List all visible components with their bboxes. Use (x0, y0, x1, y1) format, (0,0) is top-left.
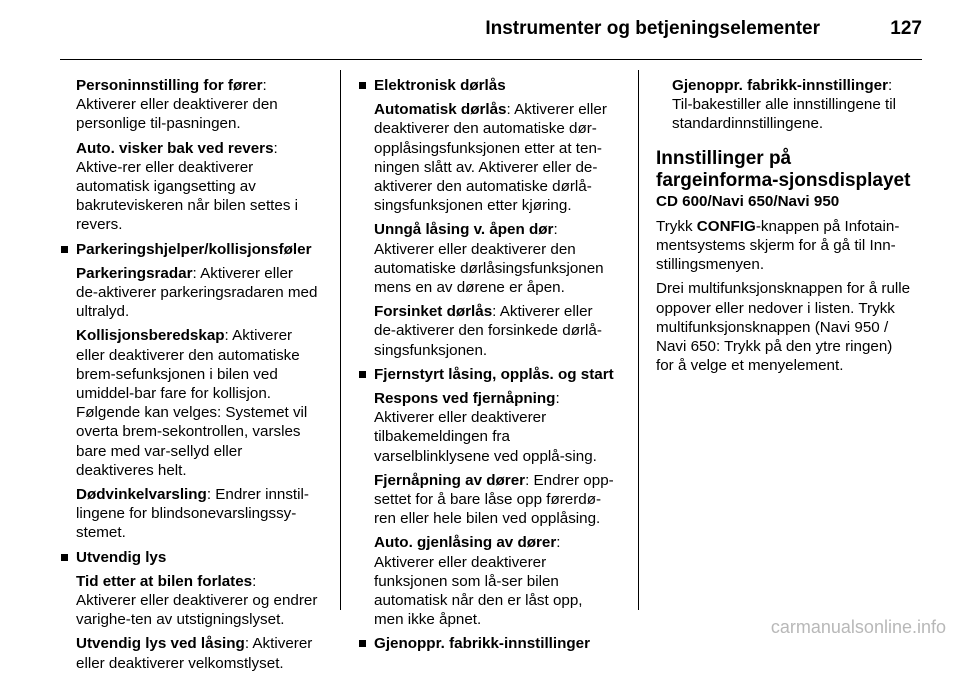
term: Gjenoppr. fabrikk-innstillinger (672, 77, 889, 94)
setting-welcome-lighting (60, 634, 318, 672)
setting-rear-wiper-reverse (60, 139, 318, 235)
paragraph-multifunction-knob: Drei multifunksjonsknappen for å rulle oppover eller nedover i listen. Trykk multifunksjonsknappen (Navi 950 / Navi 650: Trykk på den ytre ringen) for å velge et menyelement. (656, 280, 911, 375)
section-title: Gjenoppr. fabrikk-innstillinger (374, 635, 591, 653)
setting-prevent-lock-open-door (358, 220, 616, 297)
subsection-heading: CD 600/Navi 650/Navi 950 (656, 192, 840, 210)
description: : Endrer innstil-lingene for blindsonevarslingssy-stemet. (76, 486, 309, 542)
term: Personinnstilling for fører (76, 77, 263, 94)
description: : Aktive-rer eller deaktiverer automatisk igangsetting av bakruteviskeren når bilen settes i revers. (76, 139, 299, 234)
term: Forsinket dørlås (374, 303, 493, 321)
column-divider-1 (340, 70, 341, 610)
term: Unngå låsing v. åpen dør (374, 221, 554, 239)
bullet-square-icon (61, 246, 68, 253)
text: -knappen på Infotain-mentsystems skjerm for å gå til Inn-stillingsmenyen. (656, 217, 900, 274)
section-parking-assist (60, 240, 318, 259)
setting-delayed-door-lock (358, 302, 616, 360)
setting-exit-lighting (60, 572, 318, 630)
column-1 (60, 76, 318, 678)
column-3 (656, 76, 914, 380)
description: : Aktiverer eller de-aktiverer den forsinkede dørlå-singsfunksjonen. (374, 303, 602, 359)
column-divider-2 (638, 70, 639, 610)
watermark: carmanualsonline.info (770, 617, 946, 637)
term: Parkeringsradar (76, 264, 193, 282)
description: : Aktiverer eller de-aktiverer parkeringsradaren med ultralyd. (76, 264, 318, 321)
description: : Aktiverer eller deaktiverer velkomstlyset. (76, 635, 313, 672)
setting-auto-door-lock (358, 100, 616, 215)
description: : Aktiverer eller deaktiverer den automatiske dør-opplåsingsfunksjonen etter at ten-ningen slått av. Aktiverer eller de-aktiverer den automatiske dørlå-singsfunksjonen etter kjøring. (374, 101, 607, 215)
description: : Aktiverer eller deaktiverer og endrer varighe-ten av utstigningslyset. (76, 572, 318, 629)
section-exterior-lights (60, 548, 318, 567)
page-number: 127 (890, 18, 922, 39)
section-title: Parkeringshjelper/kollisjonsføler (76, 240, 312, 258)
setting-factory-reset (656, 76, 914, 134)
section-title: Fjernstyrt låsing, opplås. og start (374, 365, 614, 383)
description: : Aktiverer eller deaktiverer den automatiske brem-sefunksjonen i bilen ved umiddel-bar fare for kollisjon. Følgende kan velges: Systemet vil overta brem-sekontrollen, varsles bare med var-sellyd eller deaktiveres helt. (76, 327, 308, 479)
term: Automatisk dørlås (374, 101, 507, 119)
setting-blind-spot (60, 485, 318, 543)
setting-parking-radar (60, 264, 318, 322)
page-header (0, 0, 960, 60)
description: : Endrer opp-settet for å bare låse opp førerdø-ren eller hele bilen ved opplåsing. (374, 471, 614, 528)
term: Kollisjonsberedskap (76, 327, 225, 345)
description: : Aktiverer eller deaktiverer den personlige til-pasningen. (76, 77, 278, 133)
setting-remote-door-unlock (358, 471, 616, 529)
term: Fjernåpning av dører (374, 471, 526, 489)
term: Dødvinkelvarsling (76, 486, 207, 504)
setting-auto-relock (358, 533, 616, 629)
bullet-square-icon (359, 371, 366, 378)
page-title: Instrumenter og betjeningselementer (485, 18, 820, 39)
header-divider (60, 59, 922, 60)
text: Trykk (656, 217, 697, 235)
column-2 (358, 76, 616, 659)
description: : Aktiverer eller deaktiverer funksjonen som lå-ser bilen automatisk når den er låst opp, men ikke åpnet. (374, 534, 583, 629)
term: Auto. visker bak ved revers (76, 139, 274, 157)
section-remote-locking (358, 365, 616, 384)
bullet-square-icon (61, 554, 68, 561)
section-factory-reset (358, 634, 616, 653)
description: : Til-bakestiller alle innstillingene til standardinnstillingene. (672, 77, 896, 133)
bullet-square-icon (359, 82, 366, 89)
paragraph-config (656, 217, 914, 275)
config-key: CONFIG (696, 217, 756, 235)
section-title: Utvendig lys (76, 548, 167, 566)
term: Tid etter at bilen forlates (76, 572, 253, 590)
term: Respons ved fjernåpning (374, 390, 556, 408)
section-heading: Innstillinger på fargeinforma-sjonsdisplayet (656, 147, 911, 191)
term: Auto. gjenlåsing av dører (374, 534, 557, 552)
setting-collision-preparedness (60, 326, 318, 480)
description: : Aktiverer eller deaktiverer tilbakemeldingen fra varselblinklysene ved opplå-sing. (374, 390, 597, 465)
description: : Aktiverer eller deaktiverer den automatiske dørlåsingsfunksjonen mens en av dørene er åpen. (374, 221, 604, 297)
section-title: Elektronisk dørlås (374, 77, 506, 94)
setting-remote-unlock-feedback (358, 389, 616, 466)
term: Utvendig lys ved låsing (76, 635, 245, 653)
setting-personal-driver (60, 76, 318, 134)
section-electronic-door-lock (358, 76, 616, 95)
